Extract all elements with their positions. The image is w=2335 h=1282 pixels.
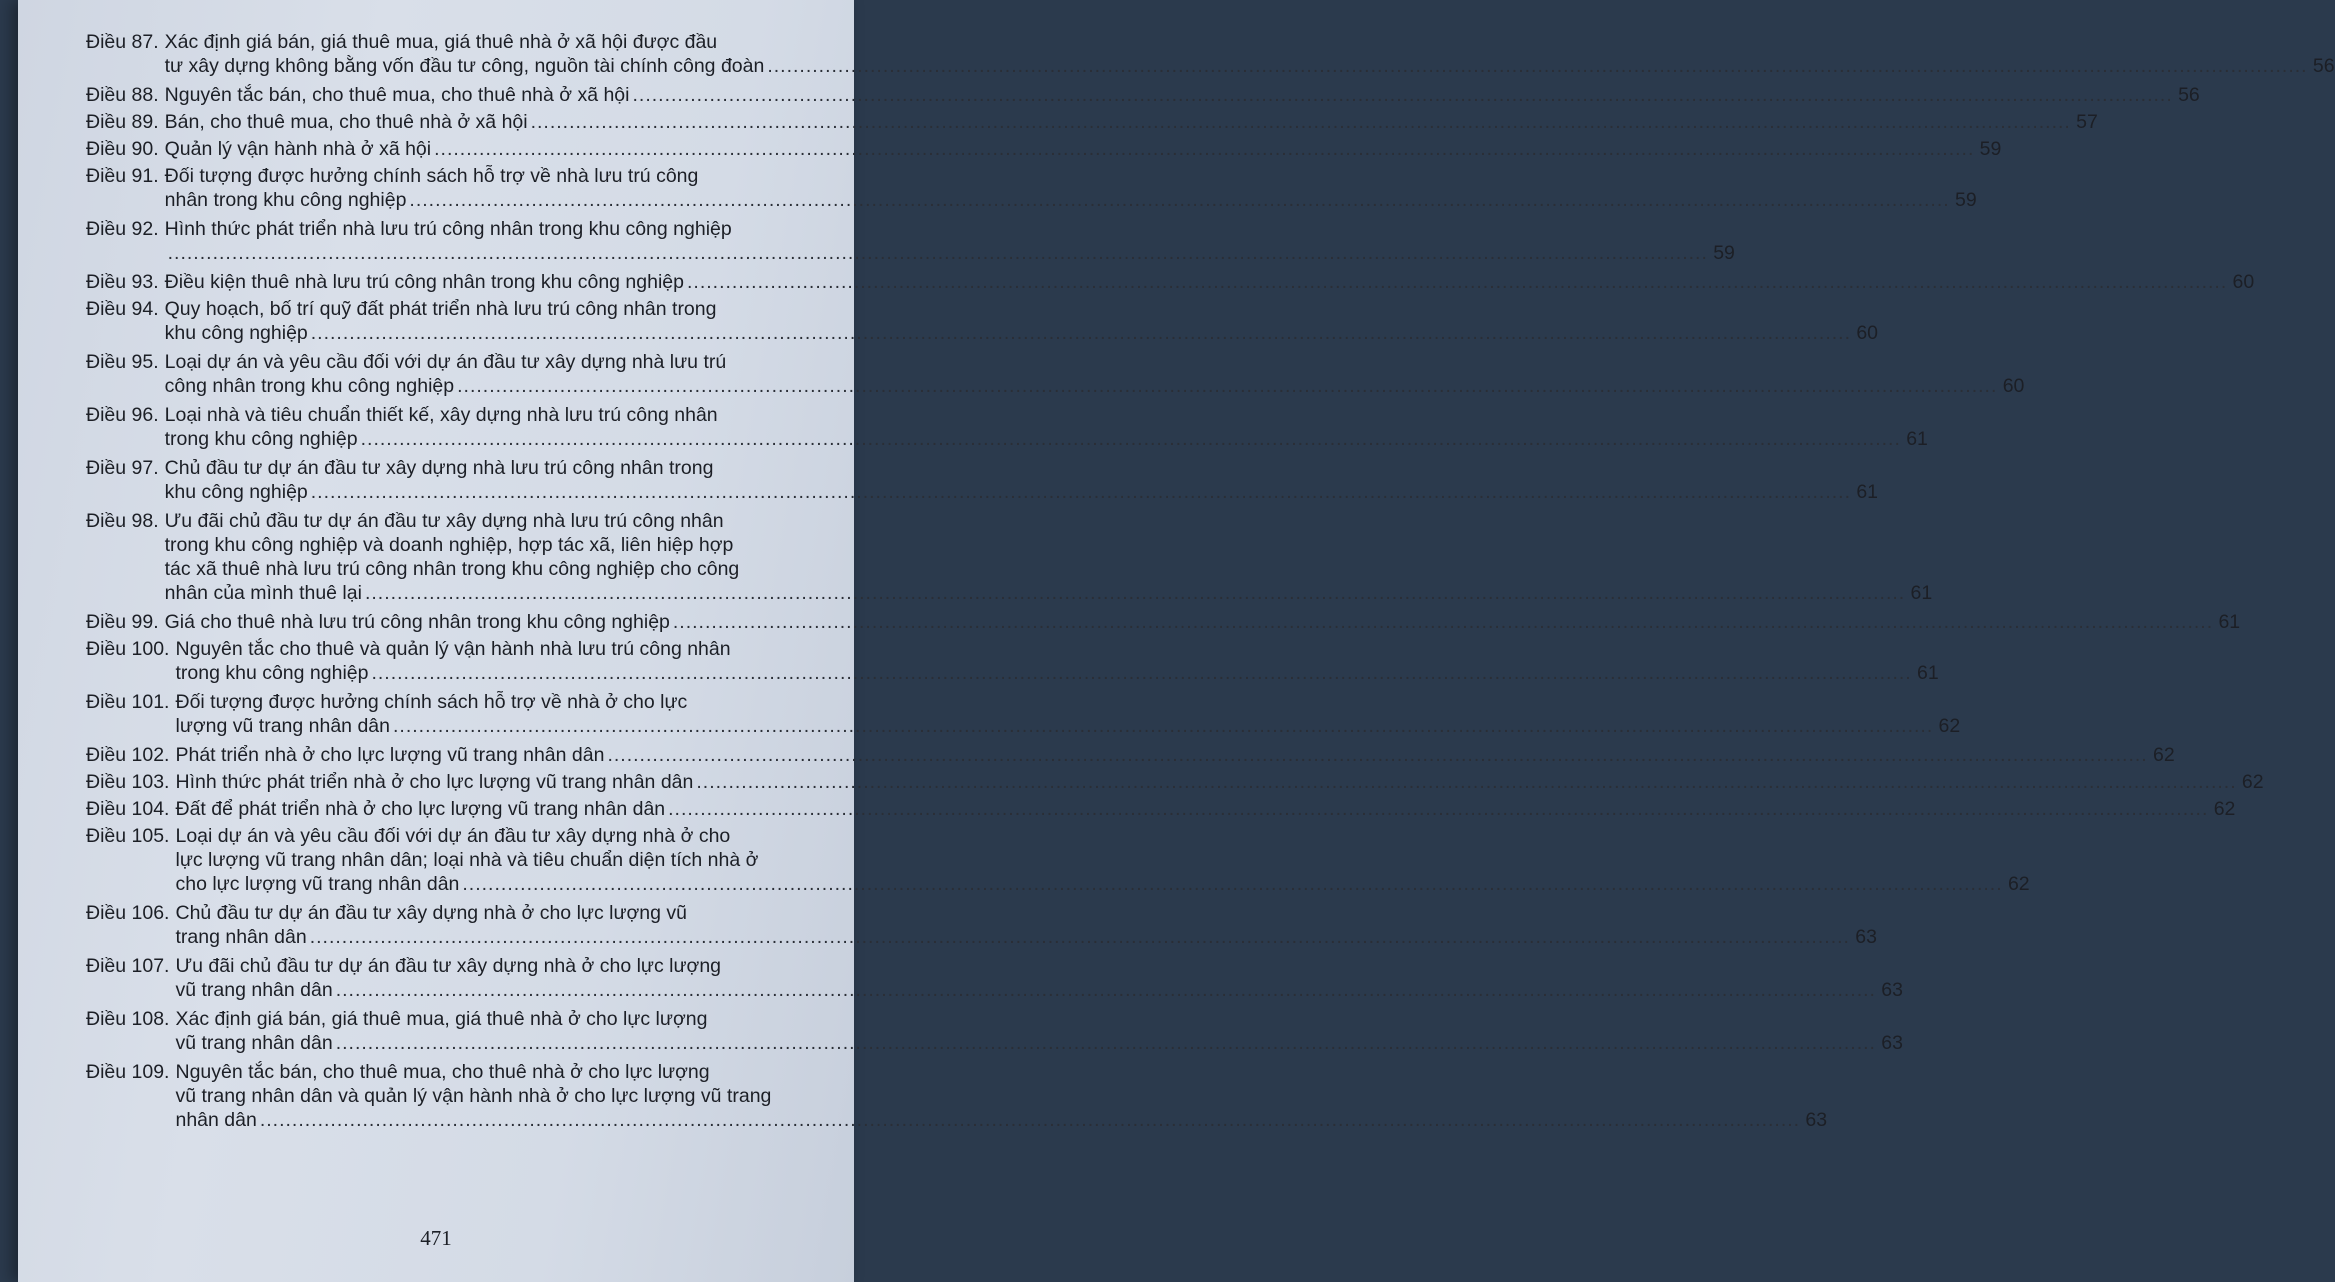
article-title-line: Chủ đầu tư dự án đầu tư xây dựng nhà ở cho lực lượng vũ [175,902,687,924]
toc-entry [86,954,1903,1002]
dot-leader: ................................................................................................................................................................................................................................................ [259,1109,1801,1131]
dot-leader: ................................................................................................................................................................................................................................................ [310,322,1852,344]
article-number: Điều 98. [86,510,159,532]
page-number: 471 [420,1226,452,1250]
article-title-line: cho lực lượng vũ trang nhân dân [175,873,460,895]
article-title-line: khu công nghiệp [164,322,308,344]
page-ref: 60 [1856,322,1879,344]
article-number: Điều 107. [86,955,170,977]
article-title-line: Phát triển nhà ở cho lực lượng vũ trang nhân dân [175,744,605,766]
article-title-line: Xác định giá bán, giá thuê mua, giá thuê nhà ở xã hội được đầu [164,31,718,53]
article-title-line: trong khu công nghiệp [175,662,369,684]
article-number: Điều 106. [86,902,170,924]
article-title-line: Nguyên tắc bán, cho thuê mua, cho thuê nhà ở xã hội [164,84,630,106]
page-ref: 61 [1910,582,1933,604]
page-ref: 61 [1917,662,1939,684]
toc-entry [86,83,2200,107]
article-title-line: nhân dân [175,1109,257,1131]
page-ref: 63 [1855,926,1877,948]
article-title-line: Đối tượng được hưởng chính sách hỗ trợ về nhà ở cho lực [175,691,688,713]
article-title-line: nhân trong khu công nghiệp [164,189,407,211]
toc-entry [86,137,2002,161]
article-title-line: trang nhân dân [175,926,307,948]
article-title-line: Quản lý vận hành nhà ở xã hội [164,138,432,160]
page-ref: 56 [2178,84,2200,106]
article-title-line: Nguyên tắc bán, cho thuê mua, cho thuê nhà ở cho lực lượng [175,1061,710,1083]
article-number: Điều 89. [86,111,159,133]
dot-leader: ................................................................................................................................................................................................................................................ [686,271,2228,293]
dot-leader: ................................................................................................................................................................................................................................................ [434,138,1975,160]
article-title-line: Giá cho thuê nhà lưu trú công nhân trong khu công nghiệp [164,611,670,633]
dot-leader: ................................................................................................................................................................................................................................................ [360,428,1901,450]
article-title-line: trong khu công nghiệp [164,428,358,450]
article-number: Điều 99. [86,611,159,633]
article-number: Điều 101. [86,691,170,713]
dot-leader: ................................................................................................................................................................................................................................................ [696,771,2237,793]
article-title-line: lượng vũ trang nhân dân [175,715,390,737]
article-title-line: Đất để phát triển nhà ở cho lực lượng vũ trang nhân dân [175,798,666,820]
page-ref: 62 [2153,744,2175,766]
article-number: Điều 97. [86,457,159,479]
page-ref: 61 [2218,611,2241,633]
dot-leader: ................................................................................................................................................................................................................................................ [309,926,1850,948]
article-title-line: công nhân trong khu công nghiệp [164,375,455,397]
page-ref: 61 [1906,428,1928,450]
article-number: Điều 102. [86,744,170,766]
article-title-line: Nguyên tắc cho thuê và quản lý vận hành nhà lưu trú công nhân [175,638,731,660]
article-number: Điều 94. [86,298,159,320]
article-number: Điều 104. [86,798,170,820]
article-number: Điều 96. [86,404,159,426]
dot-leader: ................................................................................................................................................................................................................................................ [335,1032,1876,1054]
article-title-line: Hình thức phát triển nhà ở cho lực lượng vũ trang nhân dân [175,771,694,793]
article-title-line: nhân của mình thuê lại [164,582,362,604]
article-number: Điều 95. [86,351,159,373]
toc-entry [86,456,1879,504]
page-ref: 61 [1856,481,1879,503]
article-title-line: tư xây dựng không bằng vốn đầu tư công, nguồn tài chính công đoàn [164,55,765,77]
page-ref: 62 [2241,771,2264,793]
toc-entry [86,1007,1903,1055]
article-title-line: lực lượng vũ trang nhân dân; loại nhà và tiêu chuẩn diện tích nhà ở [175,849,759,871]
page-ref: 63 [1805,1109,1828,1131]
article-number: Điều 105. [86,825,170,847]
dot-leader: ................................................................................................................................................................................................................................................ [672,611,2214,633]
page-ref: 63 [1881,979,1903,1001]
article-number: Điều 91. [86,165,159,187]
page-ref: 60 [2002,375,2025,397]
dot-leader: ................................................................................................................................................................................................................................................ [632,84,2173,106]
toc-entry [86,164,1977,212]
page-ref: 59 [1713,242,1735,264]
page-ref: 62 [2213,798,2236,820]
article-title-line: vũ trang nhân dân và quản lý vận hành nhà ở cho lực lượng vũ trang [175,1085,772,1107]
page-ref: 56 [2312,55,2335,77]
toc-entry [86,824,2030,896]
toc-entry [86,110,2098,134]
toc-entry [86,509,1933,605]
article-title-line: Chủ đầu tư dự án đầu tư xây dựng nhà lưu trú công nhân trong [164,457,714,479]
toc-entry [86,901,1877,949]
article-number: Điều 103. [86,771,170,793]
page-ref: 59 [1979,138,2002,160]
article-title-line: Xác định giá bán, giá thuê mua, giá thuê nhà ở cho lực lượng [175,1008,708,1030]
article-title-line: Ưu đãi chủ đầu tư dự án đầu tư xây dựng nhà lưu trú công nhân [164,510,724,532]
dot-leader: ................................................................................................................................................................................................................................................ [767,55,2308,77]
toc-entry [86,350,2025,398]
dot-leader: ................................................................................................................................................................................................................................................ [457,375,1998,397]
dot-leader: ................................................................................................................................................................................................................................................ [462,873,2003,895]
toc-entry [86,797,2236,821]
article-number: Điều 108. [86,1008,170,1030]
article-title-line: vũ trang nhân dân [175,1032,333,1054]
article-title-line: Loại nhà và tiêu chuẩn thiết kế, xây dựng nhà lưu trú công nhân [164,404,718,426]
page-ref: 62 [2007,873,2030,895]
toc-entry [86,217,1735,265]
article-title-line: Bán, cho thuê mua, cho thuê nhà ở xã hội [164,111,528,133]
toc-entry [86,743,2175,767]
toc-entry [86,30,2335,78]
book-page [18,0,2335,1282]
dot-leader: ................................................................................................................................................................................................................................................ [335,979,1876,1001]
article-title-line: khu công nghiệp [164,481,308,503]
toc-entry [86,690,1961,738]
article-number: Điều 93. [86,271,159,293]
article-number: Điều 90. [86,138,159,160]
article-number: Điều 92. [86,218,159,240]
article-title-line: Ưu đãi chủ đầu tư dự án đầu tư xây dựng nhà ở cho lực lượng [175,955,722,977]
article-title-line: vũ trang nhân dân [175,979,333,1001]
dot-leader: ................................................................................................................................................................................................................................................ [371,662,1912,684]
toc-entry [86,270,2255,294]
page-ref: 63 [1881,1032,1903,1054]
article-number: Điều 100. [86,638,170,660]
page-ref: 59 [1954,189,1977,211]
article-title-line: Đối tượng được hưởng chính sách hỗ trợ về nhà lưu trú công [164,165,699,187]
toc-entry [86,297,1879,345]
article-title-line: Loại dự án và yêu cầu đối với dự án đầu tư xây dựng nhà ở cho [175,825,731,847]
dot-leader: ................................................................................................................................................................................................................................................ [167,242,1708,264]
article-title-line: Loại dự án và yêu cầu đối với dự án đầu tư xây dựng nhà lưu trú [164,351,727,373]
dot-leader: ................................................................................................................................................................................................................................................ [530,111,2071,133]
toc-entry [86,770,2264,794]
toc-entry [86,1060,1828,1132]
toc-entry [86,637,1939,685]
dot-leader: ................................................................................................................................................................................................................................................ [392,715,1934,737]
article-title-line: tác xã thuê nhà lưu trú công nhân trong khu công nghiệp cho công [164,558,740,580]
page-ref: 60 [2232,271,2255,293]
article-number: Điều 88. [86,84,159,106]
dot-leader: ................................................................................................................................................................................................................................................ [409,189,1950,211]
toc-entry [86,403,1928,451]
article-number: Điều 109. [86,1061,170,1083]
article-title-line: trong khu công nghiệp và doanh nghiệp, hợp tác xã, liên hiệp hợp [164,534,734,556]
article-title-line: Điều kiện thuê nhà lưu trú công nhân trong khu công nghiệp [164,271,684,293]
page-ref: 57 [2076,111,2098,133]
dot-leader: ................................................................................................................................................................................................................................................ [364,582,1906,604]
table-of-contents [86,30,2335,1137]
article-title-line: Hình thức phát triển nhà lưu trú công nhân trong khu công nghiệp [164,218,732,240]
toc-entry [86,610,2241,634]
dot-leader: ................................................................................................................................................................................................................................................ [310,481,1852,503]
dot-leader: ................................................................................................................................................................................................................................................ [668,798,2209,820]
article-title-line: Quy hoạch, bố trí quỹ đất phát triển nhà lưu trú công nhân trong [164,298,717,320]
dot-leader: ................................................................................................................................................................................................................................................ [607,744,2148,766]
page-ref: 62 [1938,715,1961,737]
article-number: Điều 87. [86,31,159,53]
